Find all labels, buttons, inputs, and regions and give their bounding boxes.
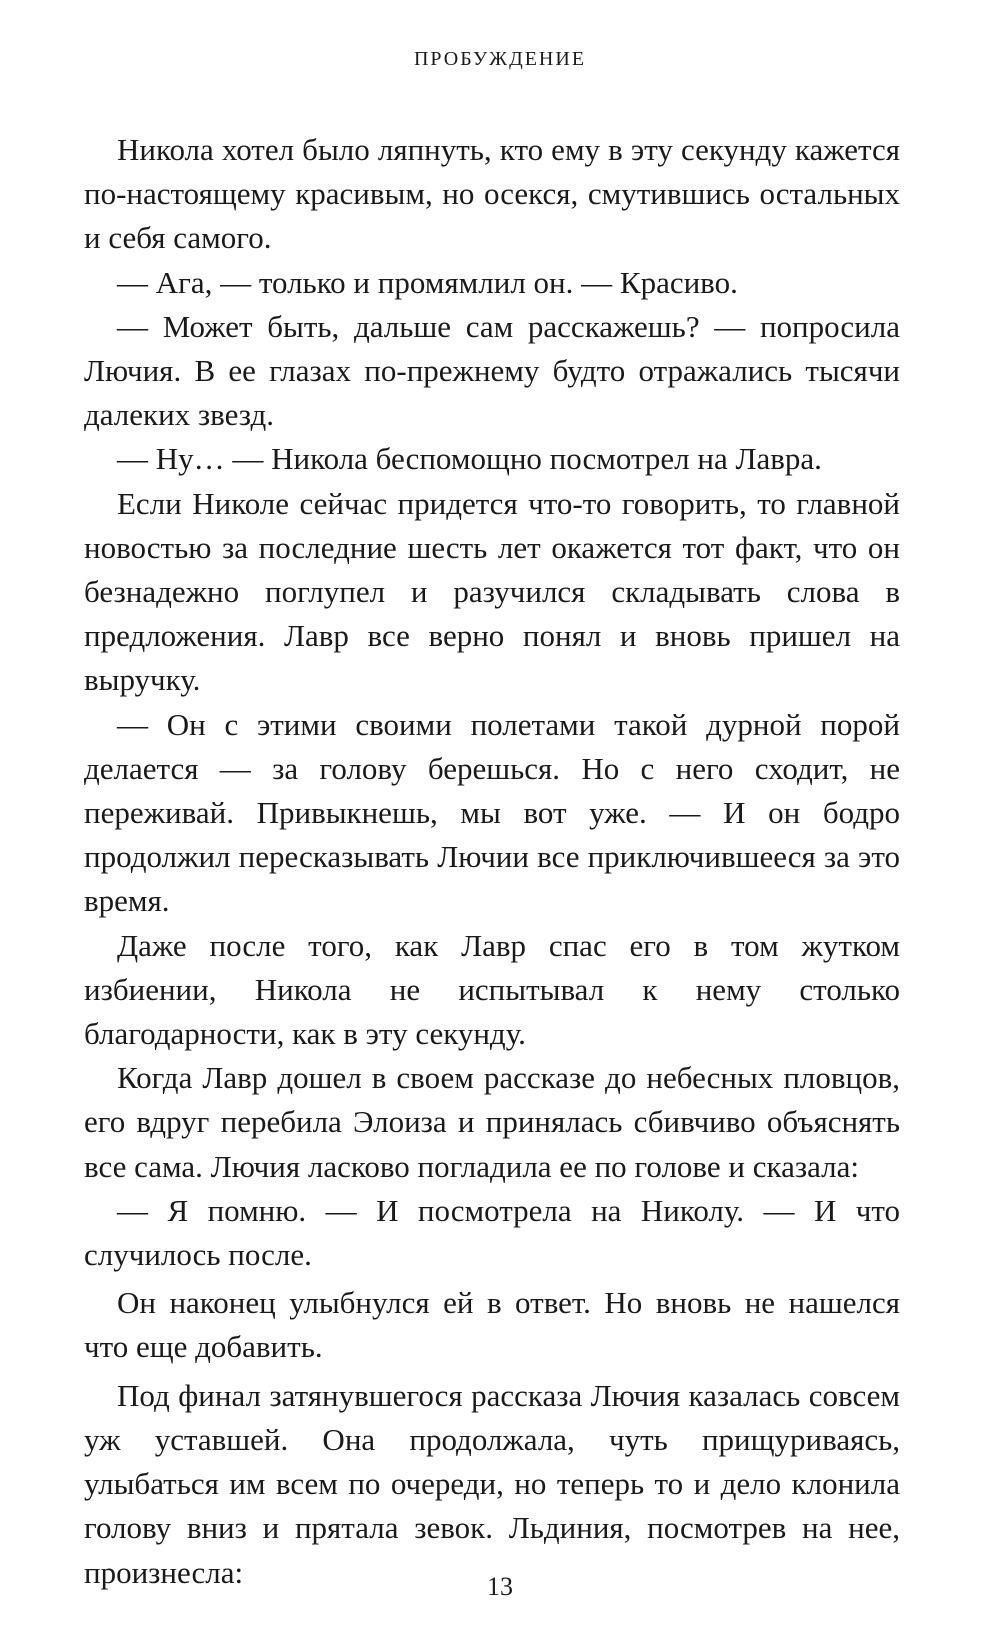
paragraph: — Он с этими своими полетами такой дурной порой делается — за голову берешься. Но с него сходит, не переживай. Привыкнешь, мы вот уже. — И он бодро продолжил пересказывать Лючии все приключившееся за это время. [84,706,900,919]
paragraph: — Может быть, дальше сам расскажешь? — попросила Лючия. В ее глазах по-прежнему будто отражались тысячи далеких звезд. [84,308,900,433]
body-text [84,128,900,1595]
paragraph: Никола хотел было ляпнуть, кто ему в эту секунду кажется по-настоящему красивым, но осекся, смутившись остальных и себя самого. [84,132,900,256]
paragraph: Когда Лавр дошел в своем рассказе до небесных пловцов, его вдруг перебила Элоиза и принялась сбивчиво объяснять все сама. Лючия ласково погладила ее по голове и сказала: [84,1060,900,1184]
paragraph: Если Николе сейчас придется что-то говорить, то главной новостью за последние шесть лет окажется тот факт, что он безнадежно поглупел и разучился складывать слова в предложения. Лавр все верно понял и вновь пришел на выручку. [84,485,900,698]
page-number: 13 [487,1572,513,1601]
paragraph: Он наконец улыбнулся ей в ответ. Но вновь не нашелся что еще добавить. [84,1285,900,1365]
paragraph: — Я помню. — И посмотрела на Николу. — И что случилось после. [84,1192,900,1273]
paragraph: Даже после того, как Лавр спас его в том жутком избиении, Никола не испытывал к нему столько благодарности, как в эту секунду. [84,927,900,1052]
paragraph: Под финал затянувшегося рассказа Лючия казалась совсем уж уставшей. Она продолжала, чуть прищуриваясь, улыбаться им всем по очереди, но теперь то и дело клонила голову вниз и прятала зевок. Льдиния, посмотрев на нее, произнесла: [84,1377,900,1590]
paragraph: — Ага, — только и промямлил он. — Красиво. [117,264,738,300]
running-head: ПРОБУЖДЕНИЕ [413,48,587,70]
paragraph: — Ну… — Никола беспомощно посмотрел на Лавра. [117,441,822,477]
